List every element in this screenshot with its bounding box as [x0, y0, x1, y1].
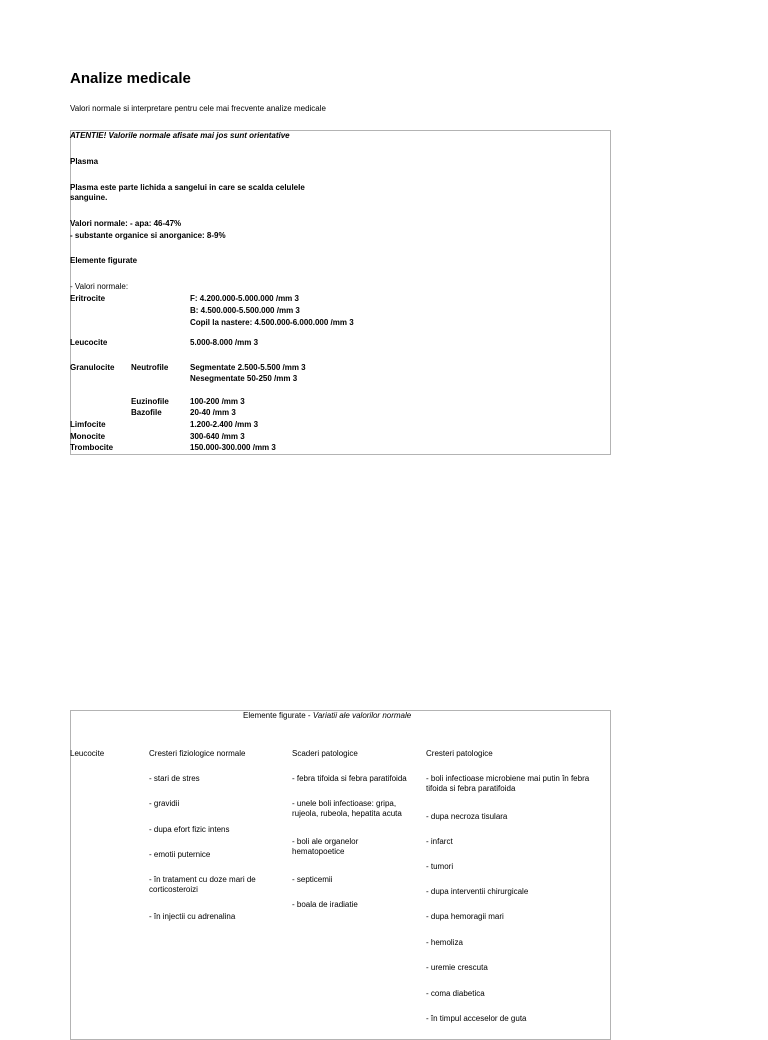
- eritrocite-female: F: 4.200.000-5.000.000 /mm 3: [190, 294, 299, 303]
- plasma-heading: Plasma: [70, 157, 99, 166]
- pathological-decrease-item: - boli ale organelor hematopoetice: [292, 837, 359, 856]
- physiological-item: - în tratament cu doze mari de corticosteroizi: [149, 875, 256, 894]
- header-pathological-increase: Cresteri patologice: [426, 749, 493, 758]
- pathological-increase-item: - dupa necroza tisulara: [426, 812, 508, 821]
- bazofile-value: 20-40 /mm 3: [190, 408, 236, 417]
- monocite-value: 300-640 /mm 3: [190, 432, 245, 441]
- neutrofile-label: Neutrofile: [131, 363, 169, 372]
- page-title: Analize medicale: [70, 70, 191, 87]
- eritrocite-male: B: 4.500.000-5.500.000 /mm 3: [190, 306, 300, 315]
- leucocite-value: 5.000-8.000 /mm 3: [190, 338, 259, 347]
- eritrocite-newborn: Copil la nastere: 4.500.000-6.000.000 /mm 3: [190, 318, 354, 327]
- normal-values-label: - Valori normale:: [70, 282, 129, 291]
- pathological-increase-item: - dupa interventii chirurgicale: [426, 887, 529, 896]
- plasma-description: Plasma este parte lichida a sangelui in care se scalda celulele sanguine.: [70, 183, 305, 202]
- physiological-item: - gravidii: [149, 799, 180, 808]
- pathological-increase-item: - dupa hemoragii mari: [426, 912, 504, 921]
- physiological-item: - în injectii cu adrenalina: [149, 912, 236, 921]
- physiological-item: - stari de stres: [149, 774, 200, 783]
- pathological-decrease-item: - boala de iradiatie: [292, 900, 358, 909]
- normal-substances: - substante organice si anorganice: 8-9%: [70, 231, 226, 240]
- physiological-item: - emotii puternice: [149, 850, 211, 859]
- eritrocite-label: Eritrocite: [70, 294, 106, 303]
- pathological-decrease-item: - febra tifoida si febra paratifoida: [292, 774, 407, 783]
- bazofile-label: Bazofile: [131, 408, 162, 417]
- pathological-increase-item: - boli infectioase microbiene mai putin în febra tifoida si febra paratifoida: [426, 774, 590, 793]
- euzinofile-value: 100-200 /mm 3: [190, 397, 245, 406]
- pathological-increase-item: - infarct: [426, 837, 453, 846]
- header-physiological-increase: Cresteri fiziologice normale: [149, 749, 246, 758]
- euzinofile-label: Euzinofile: [131, 397, 169, 406]
- pathological-decrease-item: - septicemii: [292, 875, 333, 884]
- pathological-increase-item: - în timpul acceselor de guta: [426, 1014, 527, 1023]
- limfocite-label: Limfocite: [70, 420, 106, 429]
- variations-title: [243, 711, 411, 721]
- monocite-label: Monocite: [70, 432, 106, 441]
- granulocite-label: Granulocite: [70, 363, 115, 372]
- trombocite-value: 150.000-300.000 /mm 3: [190, 443, 276, 452]
- page-subtitle: Valori normale si interpretare pentru cele mai frecvente analize medicale: [70, 104, 326, 113]
- neutrofile-segmented: Segmentate 2.500-5.500 /mm 3: [190, 363, 306, 372]
- normal-water: Valori normale: - apa: 46-47%: [70, 219, 182, 228]
- pathological-increase-item: - tumori: [426, 862, 454, 871]
- neutrofile-nonsegmented: Nesegmentate 50-250 /mm 3: [190, 374, 298, 383]
- header-pathological-decrease: Scaderi patologice: [292, 749, 358, 758]
- variations-title-italic: Variatii ale valorilor normale: [312, 711, 412, 720]
- pathological-increase-item: - uremie crescuta: [426, 963, 488, 972]
- physiological-item: - dupa efort fizic intens: [149, 825, 230, 834]
- trombocite-label: Trombocite: [70, 443, 114, 452]
- pathological-decrease-item: - unele boli infectioase: gripa, rujeola, rubeola, hepatita acuta: [292, 799, 402, 818]
- pathological-increase-item: - hemoliza: [426, 938, 463, 947]
- leucocite-label: Leucocite: [70, 338, 108, 347]
- variations-title-main: Elemente figurate -: [243, 711, 313, 720]
- warning-note: ATENTIE! Valorile normale afisate mai jos sunt orientative: [70, 131, 290, 140]
- elements-heading: Elemente figurate: [70, 256, 138, 265]
- limfocite-value: 1.200-2.400 /mm 3: [190, 420, 259, 429]
- variations-row-label: Leucocite: [70, 749, 105, 758]
- pathological-increase-item: - coma diabetica: [426, 989, 485, 998]
